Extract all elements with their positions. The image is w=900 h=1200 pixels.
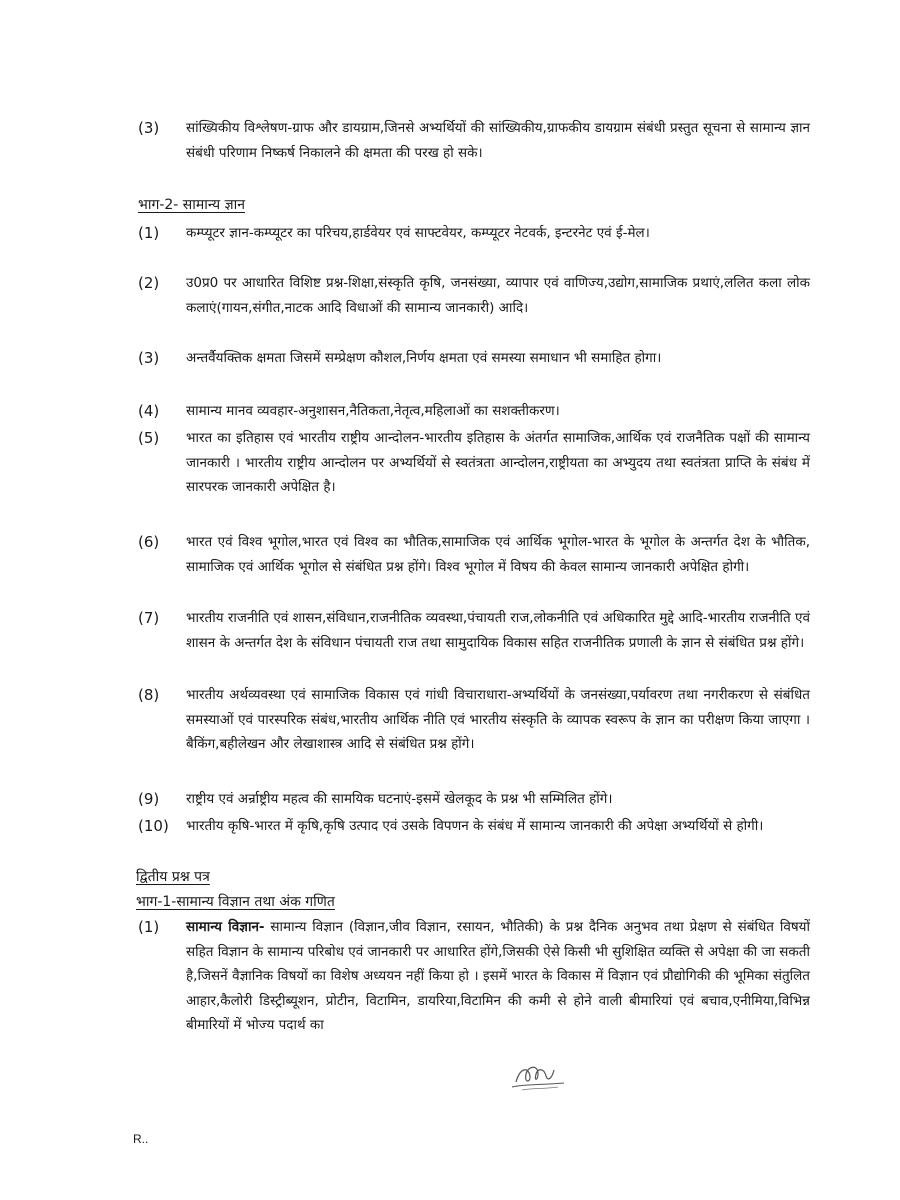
- item-text: राष्ट्रीय एवं अर्न्राष्ट्रीय महत्व की सामयिक घटनाएं-इसमें खेलकूद के प्रश्न भी सम्मिलित होंगे।: [186, 791, 613, 807]
- item-number: (7): [138, 609, 160, 627]
- item-text: भारतीय राजनीति एवं शासन,संविधान,राजनीतिक व्यवस्था,पंचायती राज,लोकनीति एवं अधिकारित मुद्दे आदि-भारतीय राजनीति एवं शासन के अन्तर्गत देश के संविधान पंचायती राज तथा सामुदायिक विकास सहित राजनीतिक प्रणाली के ज्ञान से संबंधित प्रश्न होंगे।: [186, 610, 810, 651]
- item-number: (5): [138, 429, 160, 447]
- item-number: (8): [138, 686, 160, 704]
- item-number: (6): [138, 533, 160, 551]
- paper-heading: द्वितीय प्रश्न पत्र: [136, 869, 210, 885]
- list-item: [138, 426, 810, 500]
- item-text: [186, 915, 810, 1038]
- item-text: उ0प्र0 पर आधारित विशिष्ट प्रश्न-शिक्षा,संस्कृति कृषि, जनसंख्या, व्यापार एवं वाणिज्य,उद्योग,सामाजिक प्रथाएं,ललित कला लोक कलाएं(गायन,संगीत,नाटक आदि विधाओं की सामान्य जानकारी) आदि।: [186, 275, 810, 316]
- item-number: (3): [138, 349, 160, 367]
- item-text: भारतीय अर्थव्यवस्था एवं सामाजिक विकास एवं गांधी विचाराधारा-अभ्यर्थियों के जनसंख्या,पर्यावरण तथा नगरीकरण से संबंधित समस्याओं एवं पारस्परिक संबंध,भारतीय आर्थिक नीति एवं भारतीय संस्कृति के व्यापक स्वरूप के ज्ञान का परीक्षण किया जाएगा । बैकिंग,बहीलेखन और लेखाशास्त्र आदि से संबंधित प्रश्न होंगे।: [186, 687, 810, 752]
- item-body: सामान्य विज्ञान (विज्ञान,जीव विज्ञान, रसायन, भौतिकी) के प्रश्न दैनिक अनुभव तथा प्रेक्षण से संबंधित विषयों सहित विज्ञान के सामान्य परिबोध एवं जानकारी पर आधारित होंगे,जिसकी ऐसे किसी भी सुशिक्षित व्यक्ति से अपेक्षा की जा सकती है,जिसनें वैज्ञानिक विषयों का विशेष अध्ययन नहीं किया हो । इसमें भारत के विकास में विज्ञान एवं प्रौद्योगिकी की भूमिका संतुलित आहार,कैलोरी डिस्ट्रीब्यूशन, प्रोटीन, विटामिन, डायरिया,विटामिन की कमी से होने वाली बीमारियां एवं बचाव,एनीमिया,विभिन्न बीमारियों में भोज्य पदार्थ का: [186, 919, 810, 1033]
- list-item: [138, 915, 810, 1038]
- list-item: [138, 116, 810, 165]
- page-footer: R..: [133, 1132, 149, 1146]
- item-text: भारत एवं विश्व भूगोल,भारत एवं विश्व का भौतिक,सामाजिक एवं आर्थिक भूगोल-भारत के भूगोल के अन्तर्गत देश के भौतिक, सामाजिक एवं आर्थिक भूगोल से संबंधित प्रश्न होंगे। विश्व भूगोल में विषय की केवल सामान्य जानकारी अपेक्षित होगी।: [186, 534, 810, 575]
- list-item: [138, 346, 810, 371]
- item-number: (1): [138, 224, 160, 242]
- section-heading-paper2-part1: भाग-1-सामान्य विज्ञान तथा अंक गणित: [136, 894, 335, 910]
- item-number: (9): [138, 790, 160, 808]
- item-text: सांख्यिकीय विश्लेषण-ग्राफ और डायग्राम,जिनसे अभ्यर्थियों की सांख्यिकीय,ग्राफकीय डायग्राम संबंधी प्रस्तुत सूचना से सामान्य ज्ञान संबंधी परिणाम निष्कर्ष निकालने की क्षमता की परख हो सके।: [186, 120, 810, 161]
- item-number: (3): [138, 119, 160, 137]
- list-item: [138, 787, 810, 812]
- list-item: [138, 683, 810, 757]
- list-item: [138, 606, 810, 655]
- item-text: सामान्य मानव व्यवहार-अनुशासन,नैतिकता,नेतृत्व,महिलाओं का सशक्तीकरण।: [186, 403, 560, 419]
- item-number: (1): [138, 918, 160, 936]
- item-text: अन्तर्वैयक्तिक क्षमता जिसमें सम्प्रेक्षण कौशल,निर्णय क्षमता एवं समस्या समाधान भी समाहित होगा।: [186, 350, 662, 366]
- list-item: [138, 399, 810, 424]
- list-item: [138, 530, 810, 579]
- item-lead: सामान्य विज्ञान-: [186, 919, 265, 935]
- signature-mark: [508, 1060, 568, 1092]
- list-item: [138, 221, 810, 246]
- section-heading-part2: भाग-2- सामान्य ज्ञान: [138, 197, 245, 213]
- list-item: [138, 271, 810, 320]
- item-text: भारत का इतिहास एवं भारतीय राष्ट्रीय आन्दोलन-भारतीय इतिहास के अंतर्गत सामाजिक,आर्थिक एवं राजनैतिक पक्षों की सामान्य जानकारी । भारतीय राष्ट्रीय आन्दोलन पर अभ्यर्थियों से स्वतंत्रता आन्दोलन,राष्ट्रीयता का अभ्युदय तथा स्वतंत्रता प्राप्ति के संबंध में सारपरक जानकारी अपेक्षित है।: [186, 430, 810, 495]
- item-text: कम्प्यूटर ज्ञान-कम्प्यूटर का परिचय,हार्डवेयर एवं साफ्टवेयर, कम्प्यूटर नेटवर्क, इन्टरनेट एवं ई-मेल।: [186, 225, 650, 241]
- item-number: (4): [138, 402, 160, 420]
- item-number: (2): [138, 274, 160, 292]
- item-number: (10): [138, 817, 169, 835]
- list-item: [138, 814, 810, 839]
- item-text: भारतीय कृषि-भारत में कृषि,कृषि उत्पाद एवं उसके विपणन के संबंध में सामान्य जानकारी की अपेक्षा अभ्यर्थियों से होगी।: [186, 818, 764, 834]
